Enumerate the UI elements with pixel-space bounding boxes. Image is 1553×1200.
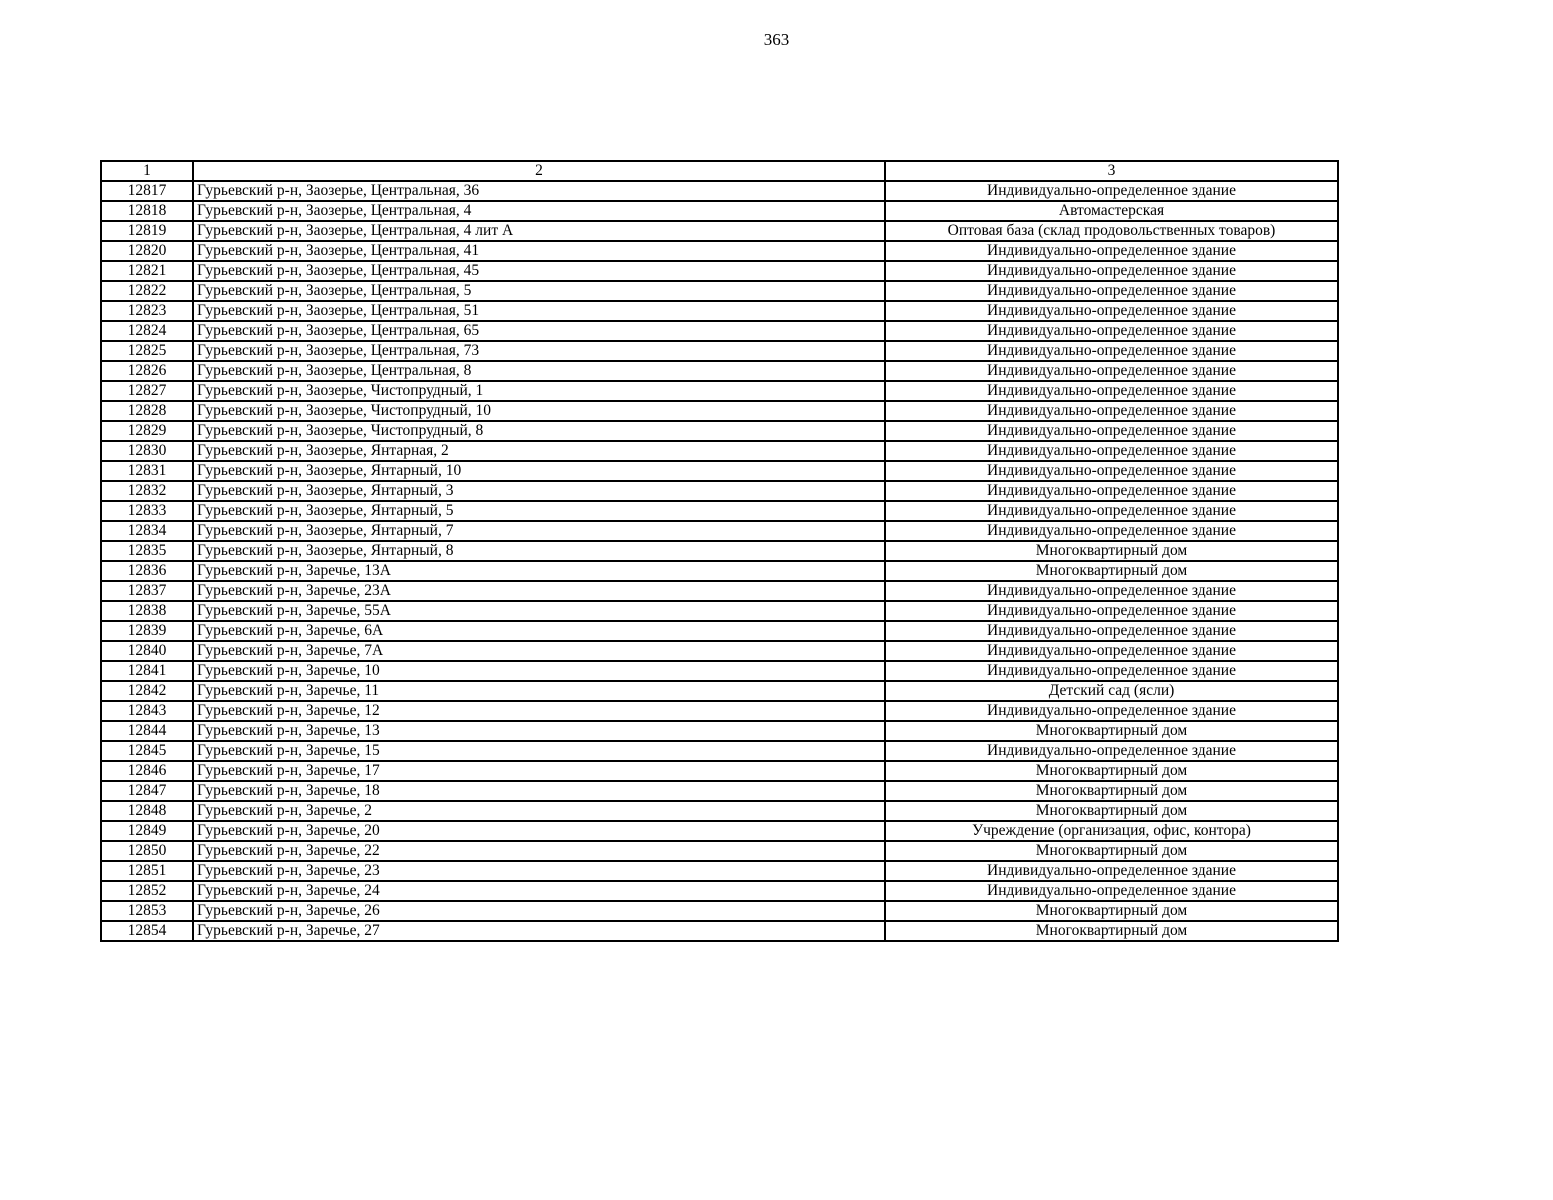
row-address-cell: Гурьевский р-н, Заозерье, Янтарный, 8 <box>193 541 885 561</box>
row-type-cell: Многоквартирный дом <box>885 541 1338 561</box>
row-address-cell: Гурьевский р-н, Заречье, 13А <box>193 561 885 581</box>
row-address-cell: Гурьевский р-н, Заречье, 23 <box>193 861 885 881</box>
row-type-cell: Индивидуально-определенное здание <box>885 341 1338 361</box>
row-id-cell: 12821 <box>101 261 193 281</box>
row-address-cell: Гурьевский р-н, Заречье, 17 <box>193 761 885 781</box>
table-row <box>101 341 1338 361</box>
row-type-cell: Индивидуально-определенное здание <box>885 521 1338 541</box>
table-row <box>101 281 1338 301</box>
row-id-cell: 12844 <box>101 721 193 741</box>
row-id-cell: 12828 <box>101 401 193 421</box>
row-id-cell: 12825 <box>101 341 193 361</box>
row-type-cell: Индивидуально-определенное здание <box>885 741 1338 761</box>
row-id-cell: 12822 <box>101 281 193 301</box>
row-type-cell: Многоквартирный дом <box>885 721 1338 741</box>
row-address-cell: Гурьевский р-н, Заозерье, Центральная, 36 <box>193 181 885 201</box>
column-header-2: 2 <box>193 161 885 181</box>
table-row <box>101 881 1338 901</box>
row-type-cell: Оптовая база (склад продовольственных товаров) <box>885 221 1338 241</box>
row-id-cell: 12819 <box>101 221 193 241</box>
row-id-cell: 12852 <box>101 881 193 901</box>
table-row <box>101 541 1338 561</box>
row-address-cell: Гурьевский р-н, Заречье, 22 <box>193 841 885 861</box>
row-type-cell: Индивидуально-определенное здание <box>885 601 1338 621</box>
table-row <box>101 201 1338 221</box>
row-address-cell: Гурьевский р-н, Заречье, 24 <box>193 881 885 901</box>
row-address-cell: Гурьевский р-н, Заозерье, Чистопрудный, 1 <box>193 381 885 401</box>
row-address-cell: Гурьевский р-н, Заречье, 15 <box>193 741 885 761</box>
row-address-cell: Гурьевский р-н, Заречье, 6А <box>193 621 885 641</box>
row-address-cell: Гурьевский р-н, Заречье, 2 <box>193 801 885 821</box>
table-header-row <box>101 161 1338 181</box>
row-id-cell: 12824 <box>101 321 193 341</box>
row-type-cell: Индивидуально-определенное здание <box>885 701 1338 721</box>
row-address-cell: Гурьевский р-н, Заречье, 7А <box>193 641 885 661</box>
row-type-cell: Многоквартирный дом <box>885 921 1338 941</box>
row-id-cell: 12838 <box>101 601 193 621</box>
row-type-cell: Многоквартирный дом <box>885 801 1338 821</box>
table-row <box>101 241 1338 261</box>
table-row <box>101 501 1338 521</box>
row-id-cell: 12837 <box>101 581 193 601</box>
row-id-cell: 12848 <box>101 801 193 821</box>
row-address-cell: Гурьевский р-н, Заречье, 27 <box>193 921 885 941</box>
row-id-cell: 12832 <box>101 481 193 501</box>
row-id-cell: 12835 <box>101 541 193 561</box>
row-type-cell: Индивидуально-определенное здание <box>885 881 1338 901</box>
row-id-cell: 12817 <box>101 181 193 201</box>
table-row <box>101 181 1338 201</box>
table-row <box>101 321 1338 341</box>
row-type-cell: Индивидуально-определенное здание <box>885 241 1338 261</box>
row-id-cell: 12849 <box>101 821 193 841</box>
page-number: 363 <box>763 30 790 49</box>
table-row <box>101 741 1338 761</box>
row-id-cell: 12839 <box>101 621 193 641</box>
row-id-cell: 12850 <box>101 841 193 861</box>
row-address-cell: Гурьевский р-н, Заозерье, Центральная, 51 <box>193 301 885 321</box>
row-type-cell: Индивидуально-определенное здание <box>885 321 1338 341</box>
row-id-cell: 12831 <box>101 461 193 481</box>
row-address-cell: Гурьевский р-н, Заозерье, Янтарный, 5 <box>193 501 885 521</box>
row-address-cell: Гурьевский р-н, Заозерье, Чистопрудный, 10 <box>193 401 885 421</box>
row-id-cell: 12846 <box>101 761 193 781</box>
table-row <box>101 621 1338 641</box>
table-row <box>101 861 1338 881</box>
row-address-cell: Гурьевский р-н, Заречье, 10 <box>193 661 885 681</box>
column-header-3: 3 <box>885 161 1338 181</box>
row-address-cell: Гурьевский р-н, Заречье, 20 <box>193 821 885 841</box>
row-address-cell: Гурьевский р-н, Заозерье, Янтарный, 3 <box>193 481 885 501</box>
row-type-cell: Индивидуально-определенное здание <box>885 581 1338 601</box>
table-row <box>101 581 1338 601</box>
row-address-cell: Гурьевский р-н, Заозерье, Центральная, 4 лит А <box>193 221 885 241</box>
row-id-cell: 12847 <box>101 781 193 801</box>
row-address-cell: Гурьевский р-н, Заозерье, Центральная, 5 <box>193 281 885 301</box>
table-row <box>101 381 1338 401</box>
row-type-cell: Автомастерская <box>885 201 1338 221</box>
row-address-cell: Гурьевский р-н, Заозерье, Янтарный, 7 <box>193 521 885 541</box>
row-type-cell: Многоквартирный дом <box>885 901 1338 921</box>
row-type-cell: Индивидуально-определенное здание <box>885 381 1338 401</box>
table-row <box>101 441 1338 461</box>
row-id-cell: 12829 <box>101 421 193 441</box>
row-address-cell: Гурьевский р-н, Заозерье, Центральная, 45 <box>193 261 885 281</box>
row-id-cell: 12851 <box>101 861 193 881</box>
row-id-cell: 12853 <box>101 901 193 921</box>
row-type-cell: Детский сад (ясли) <box>885 681 1338 701</box>
row-id-cell: 12843 <box>101 701 193 721</box>
table-row <box>101 601 1338 621</box>
row-id-cell: 12834 <box>101 521 193 541</box>
table-row <box>101 661 1338 681</box>
row-id-cell: 12842 <box>101 681 193 701</box>
table-row <box>101 761 1338 781</box>
table-row <box>101 421 1338 441</box>
row-id-cell: 12845 <box>101 741 193 761</box>
row-address-cell: Гурьевский р-н, Заозерье, Центральная, 41 <box>193 241 885 261</box>
row-address-cell: Гурьевский р-н, Заозерье, Центральная, 8 <box>193 361 885 381</box>
table-row <box>101 221 1338 241</box>
row-type-cell: Индивидуально-определенное здание <box>885 301 1338 321</box>
table-row <box>101 521 1338 541</box>
row-type-cell: Многоквартирный дом <box>885 781 1338 801</box>
row-id-cell: 12827 <box>101 381 193 401</box>
row-id-cell: 12823 <box>101 301 193 321</box>
row-address-cell: Гурьевский р-н, Заречье, 23А <box>193 581 885 601</box>
row-type-cell: Индивидуально-определенное здание <box>885 481 1338 501</box>
table-row <box>101 261 1338 281</box>
row-type-cell: Многоквартирный дом <box>885 761 1338 781</box>
row-address-cell: Гурьевский р-н, Заречье, 13 <box>193 721 885 741</box>
row-address-cell: Гурьевский р-н, Заречье, 55А <box>193 601 885 621</box>
row-type-cell: Индивидуально-определенное здание <box>885 641 1338 661</box>
row-id-cell: 12820 <box>101 241 193 261</box>
table-row <box>101 821 1338 841</box>
table-row <box>101 481 1338 501</box>
row-address-cell: Гурьевский р-н, Заозерье, Янтарный, 10 <box>193 461 885 481</box>
row-type-cell: Индивидуально-определенное здание <box>885 361 1338 381</box>
table-row <box>101 701 1338 721</box>
table-row <box>101 461 1338 481</box>
row-type-cell: Многоквартирный дом <box>885 841 1338 861</box>
table-body <box>101 181 1338 941</box>
row-type-cell: Индивидуально-определенное здание <box>885 861 1338 881</box>
row-address-cell: Гурьевский р-н, Заречье, 26 <box>193 901 885 921</box>
row-type-cell: Индивидуально-определенное здание <box>885 661 1338 681</box>
table-row <box>101 641 1338 661</box>
row-address-cell: Гурьевский р-н, Заозерье, Центральная, 73 <box>193 341 885 361</box>
row-id-cell: 12826 <box>101 361 193 381</box>
column-header-1: 1 <box>101 161 193 181</box>
table-row <box>101 901 1338 921</box>
row-type-cell: Индивидуально-определенное здание <box>885 401 1338 421</box>
row-address-cell: Гурьевский р-н, Заозерье, Чистопрудный, 8 <box>193 421 885 441</box>
row-address-cell: Гурьевский р-н, Заозерье, Центральная, 4 <box>193 201 885 221</box>
row-type-cell: Индивидуально-определенное здание <box>885 501 1338 521</box>
table-row <box>101 301 1338 321</box>
table-row <box>101 561 1338 581</box>
registry-table <box>100 160 1339 942</box>
row-type-cell: Индивидуально-определенное здание <box>885 281 1338 301</box>
row-type-cell: Индивидуально-определенное здание <box>885 421 1338 441</box>
row-type-cell: Индивидуально-определенное здание <box>885 621 1338 641</box>
row-address-cell: Гурьевский р-н, Заречье, 18 <box>193 781 885 801</box>
row-type-cell: Индивидуально-определенное здание <box>885 461 1338 481</box>
table-row <box>101 921 1338 941</box>
row-type-cell: Индивидуально-определенное здание <box>885 181 1338 201</box>
row-id-cell: 12833 <box>101 501 193 521</box>
table-row <box>101 721 1338 741</box>
table-row <box>101 801 1338 821</box>
row-address-cell: Гурьевский р-н, Заречье, 12 <box>193 701 885 721</box>
row-type-cell: Индивидуально-определенное здание <box>885 261 1338 281</box>
row-id-cell: 12841 <box>101 661 193 681</box>
table-row <box>101 841 1338 861</box>
row-id-cell: 12830 <box>101 441 193 461</box>
row-address-cell: Гурьевский р-н, Заозерье, Центральная, 65 <box>193 321 885 341</box>
row-id-cell: 12818 <box>101 201 193 221</box>
row-address-cell: Гурьевский р-н, Заозерье, Янтарная, 2 <box>193 441 885 461</box>
row-id-cell: 12836 <box>101 561 193 581</box>
row-type-cell: Учреждение (организация, офис, контора) <box>885 821 1338 841</box>
row-address-cell: Гурьевский р-н, Заречье, 11 <box>193 681 885 701</box>
row-type-cell: Индивидуально-определенное здание <box>885 441 1338 461</box>
row-id-cell: 12854 <box>101 921 193 941</box>
table-row <box>101 401 1338 421</box>
row-id-cell: 12840 <box>101 641 193 661</box>
table-row <box>101 781 1338 801</box>
row-type-cell: Многоквартирный дом <box>885 561 1338 581</box>
table-row <box>101 361 1338 381</box>
table-row <box>101 681 1338 701</box>
